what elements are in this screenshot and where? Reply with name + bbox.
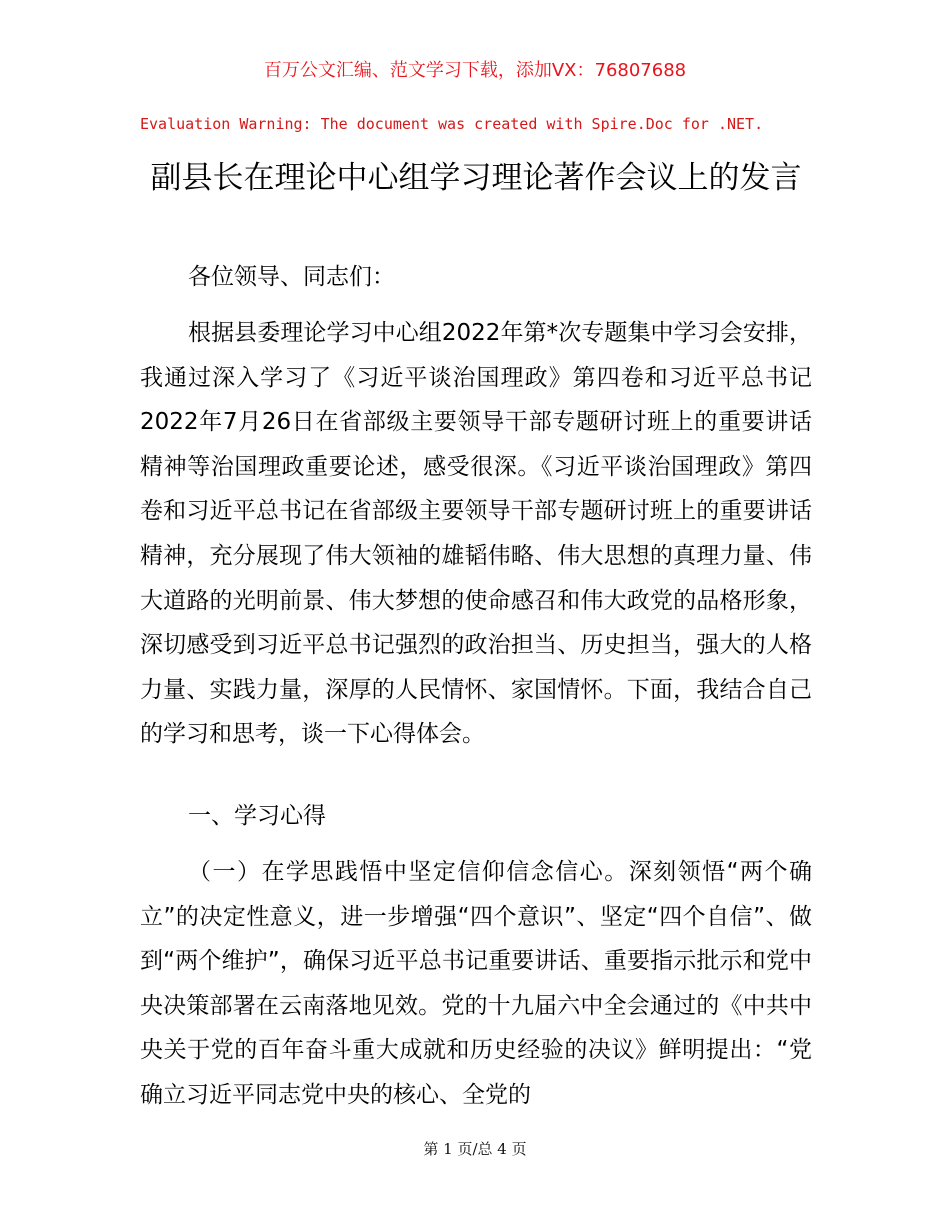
promo-banner: 百万公文汇编、范文学习下载，添加VX：76807688 (263, 60, 687, 81)
paragraph-learning (140, 850, 812, 1118)
paragraph-intro-text: 根据县委理论学习中心组2022年第*次专题集中学习会安排，我通过深入学习了《习近平谈治国理政》第四卷和习近平总书记2022年7月26日在省部级主要领导干部专题研讨班上的重要讲话精神等治国理政重要论述，感受很深。《习近平谈治国理政》第四卷和习近平总书记在省部级主要领导干部专题研讨班上的重要讲话精神，充分展现了伟大领袖的雄韬伟略、伟大思想的真理力量、伟大道路的光明前景、伟大梦想的使命感召和伟大政党的品格形象，深切感受到习近平总书记强烈的政治担当、历史担当，强大的人格力量、实践力量，深厚的人民情怀、家国情怀。下面，我结合自己的学习和思考，谈一下心得体会。 (140, 320, 812, 748)
salutation (140, 255, 812, 300)
evaluation-warning: Evaluation Warning: The document was created with Spire.Doc for .NET. (140, 115, 764, 133)
document-title: 副县长在理论中心组学习理论著作会议上的发言 (150, 160, 802, 196)
salutation-text: 各位领导、同志们： (188, 264, 395, 290)
section-heading-text: 一、学习心得 (188, 803, 326, 829)
section-heading (140, 794, 812, 839)
paragraph-intro (140, 311, 812, 757)
paragraph-learning-text: （一）在学思践悟中坚定信仰信念信心。深刻领悟“两个确立”的决定性意义，进一步增强“四个意识”、坚定“四个自信”、做到“两个维护”，确保习近平总书记重要讲话、重要指示批示和党中央决策部署在云南落地见效。党的十九届六中全会通过的《中共中央关于党的百年奋斗重大成就和历史经验的决议》鲜明提出：“党确立习近平同志党中央的核心、全党的 (140, 859, 812, 1108)
page-footer: 第 1 页/总 4 页 (423, 1140, 527, 1158)
